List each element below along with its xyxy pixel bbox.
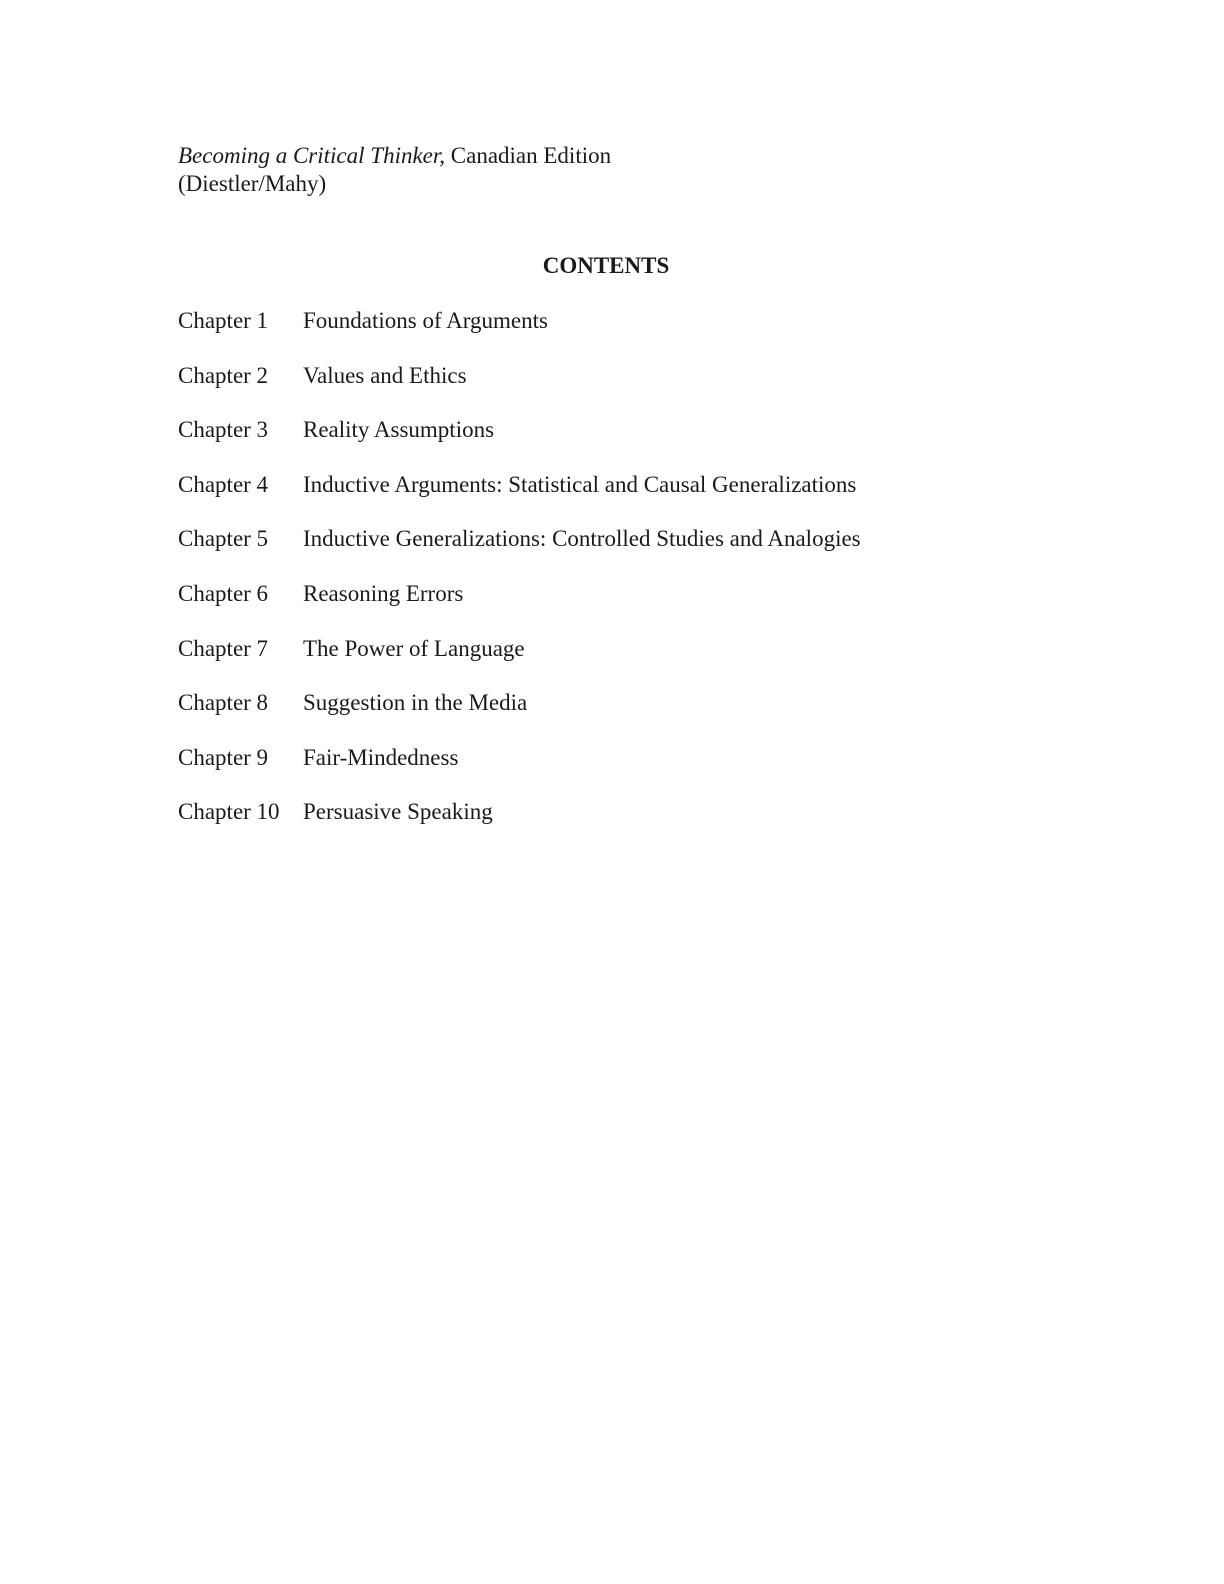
- chapter-title: Values and Ethics: [303, 362, 467, 388]
- chapter-number: Chapter 2: [178, 362, 269, 388]
- toc-entry-chapter-2: [178, 362, 861, 417]
- title-line: [178, 142, 611, 170]
- chapter-title: Fair-Mindedness: [303, 744, 459, 770]
- table-of-contents: [178, 307, 861, 853]
- chapter-number: Chapter 5: [178, 526, 269, 552]
- chapter-title: Inductive Generalizations: Controlled Studies and Analogies: [303, 526, 861, 552]
- toc-entry-chapter-3: [178, 416, 861, 471]
- chapter-number: Chapter 9: [178, 744, 269, 770]
- chapter-title: Reality Assumptions: [303, 417, 495, 443]
- contents-heading: CONTENTS: [542, 253, 670, 278]
- toc-entry-chapter-6: [178, 580, 861, 635]
- book-title: Becoming a Critical Thinker,: [178, 143, 446, 168]
- chapter-number: Chapter 8: [178, 690, 269, 716]
- chapter-number: Chapter 6: [178, 580, 269, 606]
- authors-line: (Diestler/Mahy): [178, 171, 327, 196]
- toc-entry-chapter-4: [178, 471, 861, 526]
- toc-entry-chapter-9: [178, 744, 861, 799]
- chapter-number: Chapter 10: [178, 799, 280, 825]
- chapter-title: Persuasive Speaking: [303, 799, 493, 825]
- document-header: [178, 142, 611, 198]
- chapter-title: Reasoning Errors: [303, 580, 464, 606]
- toc-entry-chapter-10: [178, 798, 861, 853]
- edition-label: Canadian Edition: [445, 143, 612, 168]
- toc-entry-chapter-1: [178, 307, 861, 362]
- chapter-number: Chapter 1: [178, 308, 269, 333]
- chapter-number: Chapter 7: [178, 635, 269, 661]
- chapter-title: Inductive Arguments: Statistical and Causal Generalizations: [303, 471, 857, 497]
- chapter-number: Chapter 3: [178, 417, 269, 443]
- toc-entry-chapter-7: [178, 635, 861, 690]
- toc-entry-chapter-8: [178, 689, 861, 744]
- toc-entry-chapter-5: [178, 525, 861, 580]
- chapter-title: Suggestion in the Media: [303, 690, 528, 716]
- chapter-title: Foundations of Arguments: [303, 308, 548, 333]
- chapter-title: The Power of Language: [303, 635, 525, 661]
- chapter-number: Chapter 4: [178, 471, 269, 497]
